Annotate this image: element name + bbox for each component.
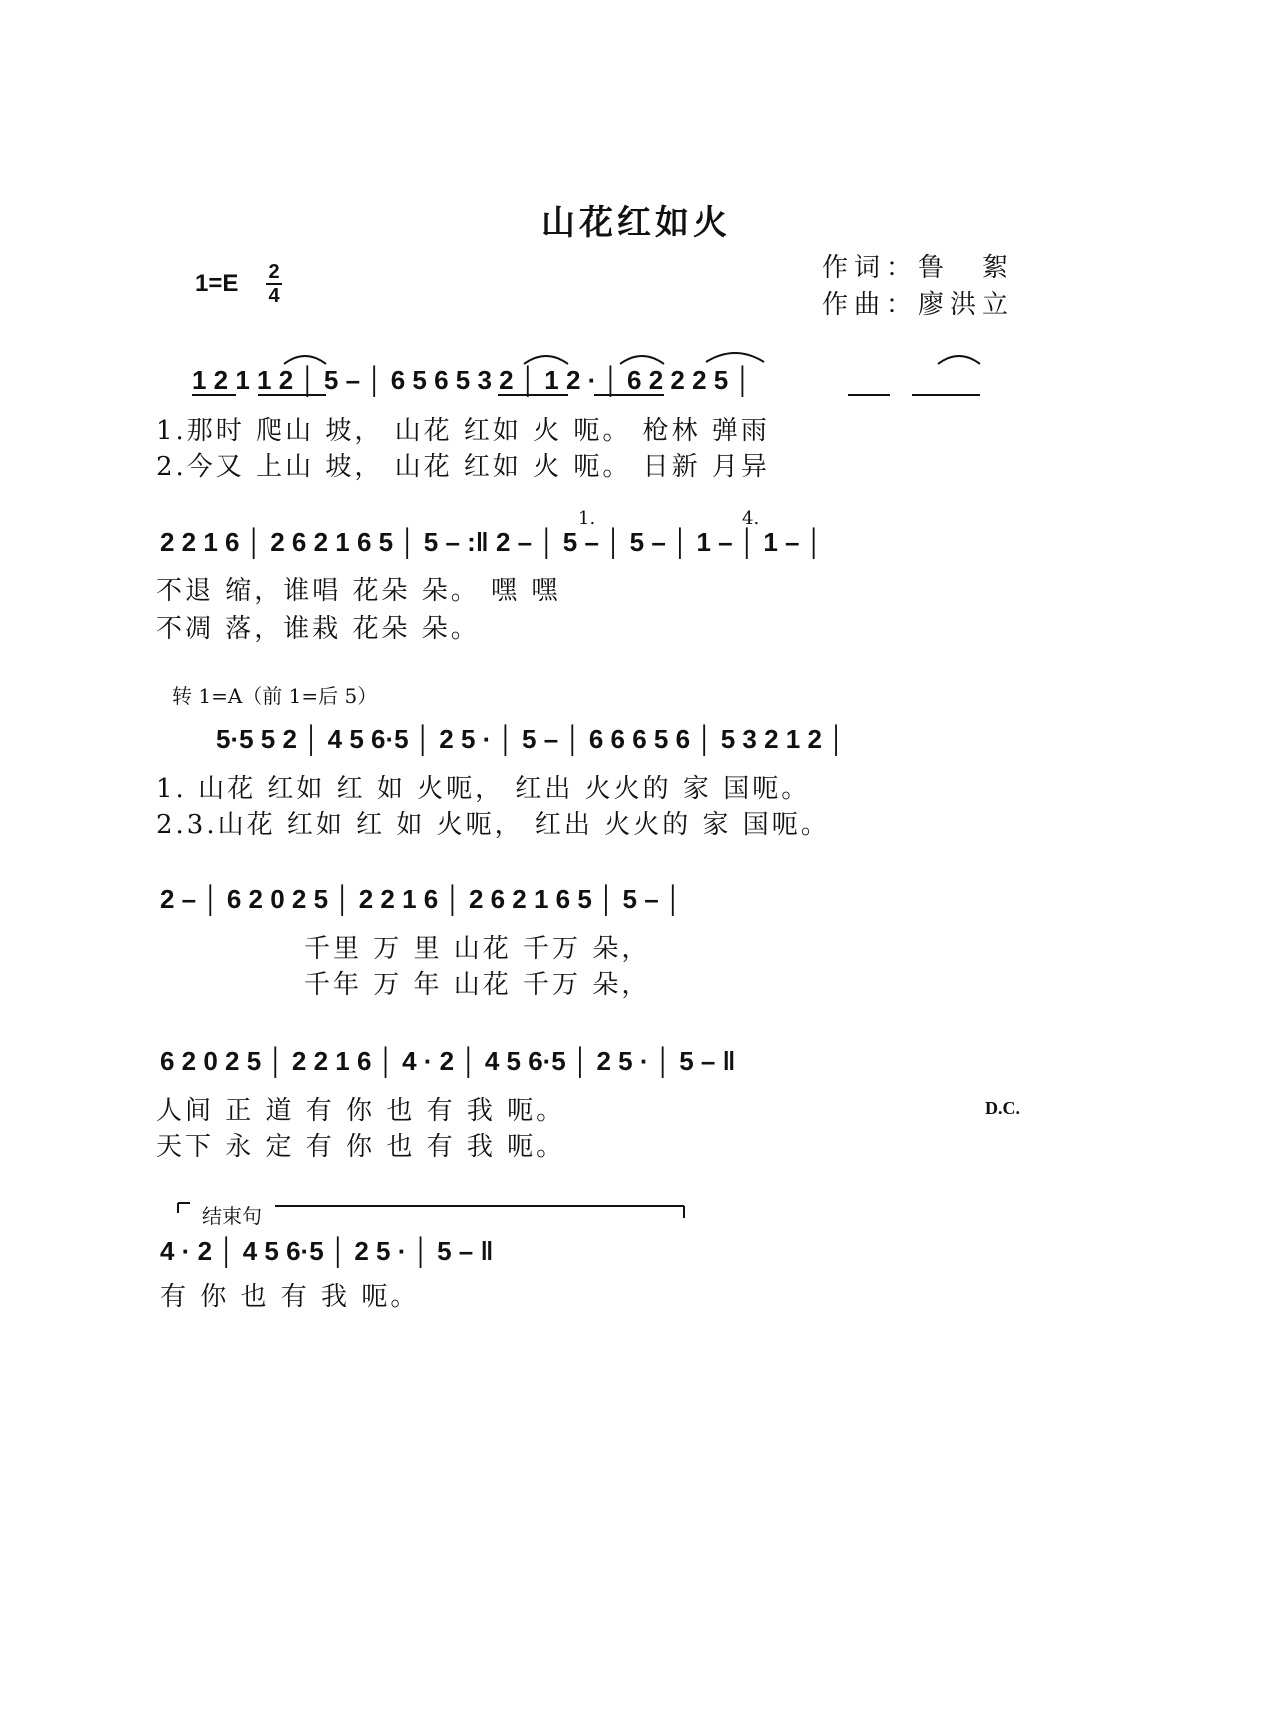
notation-line-3: 5·5 5 2 │ 4 5 6·5 │ 2 5 · │ 5 – │ 6 6 6 5 6 │ 5 3 2 1 2 │ <box>216 724 846 754</box>
notation-line-1: 1 2 1 1 2 │ 5 – │ 6 5 6 5 3 2 │ 1 2 · │ 6 2 2 2 5 │ <box>192 365 752 395</box>
lyric-line-2-verse-1: 不退 缩，谁唱 花朵 朵。 嘿 嘿 <box>156 576 561 606</box>
lyricist: 作词：鲁 絮 <box>822 253 1015 283</box>
volta-4: 4. <box>742 508 760 529</box>
modulation-mark: 转 1=A（前 1=后 5） <box>172 684 378 708</box>
lyric-line-3-verse-1: 1. 山花 红如 红 如 火呃， 红出 火火的 家 国呃。 <box>156 774 811 804</box>
lyric-line-6: 有 你 也 有 我 呃。 <box>160 1282 420 1312</box>
time-signature-bottom: 4 <box>268 285 280 307</box>
lyric-line-1-verse-1: 1.那时 爬山 坡， 山花 红如 火 呃。 枪林 弹雨 <box>156 416 770 446</box>
dc-mark: D.C. <box>985 1098 1020 1118</box>
notation-line-2: 2 2 1 6 │ 2 6 2 1 6 5 │ 5 – :‖ 2 – │ 5 – │ 5 – │ 1 – │ 1 – │ <box>160 527 823 557</box>
key-signature: 1=E <box>195 270 239 297</box>
notation-line-5: 6 2 0 2 5 │ 2 2 1 6 │ 4 · 2 │ 4 5 6·5 │ 2 5 · │ 5 – ‖ <box>160 1046 736 1076</box>
ending-label: 结束句 <box>202 1204 262 1228</box>
lyric-line-5-verse-2: 天下 永 定 有 你 也 有 我 呃。 <box>156 1132 566 1162</box>
page-title: 山花红如火 <box>541 203 731 243</box>
lyric-line-5-verse-1: 人间 正 道 有 你 也 有 我 呃。 <box>156 1096 566 1126</box>
lyric-line-4-verse-1: 千里 万 里 山花 千万 朵， <box>304 934 651 964</box>
time-signature-top: 2 <box>268 261 280 283</box>
lyric-line-1-verse-2: 2.今又 上山 坡， 山花 红如 火 呃。 日新 月异 <box>156 452 770 482</box>
lyric-line-4-verse-2: 千年 万 年 山花 千万 朵， <box>304 970 651 1000</box>
notation-line-4: 2 – │ 6 2 0 2 5 │ 2 2 1 6 │ 2 6 2 1 6 5 │ 5 – │ <box>160 884 683 914</box>
volta-1: 1. <box>578 508 596 529</box>
lyric-line-3-verse-2: 2.3.山花 红如 红 如 火呃， 红出 火火的 家 国呃。 <box>156 810 830 840</box>
notation-line-6: 4 · 2 │ 4 5 6·5 │ 2 5 · │ 5 – ‖ <box>160 1236 494 1266</box>
composer: 作曲：廖洪立 <box>822 290 1015 320</box>
lyric-line-2-verse-2: 不凋 落，谁栽 花朵 朵。 <box>156 614 480 644</box>
